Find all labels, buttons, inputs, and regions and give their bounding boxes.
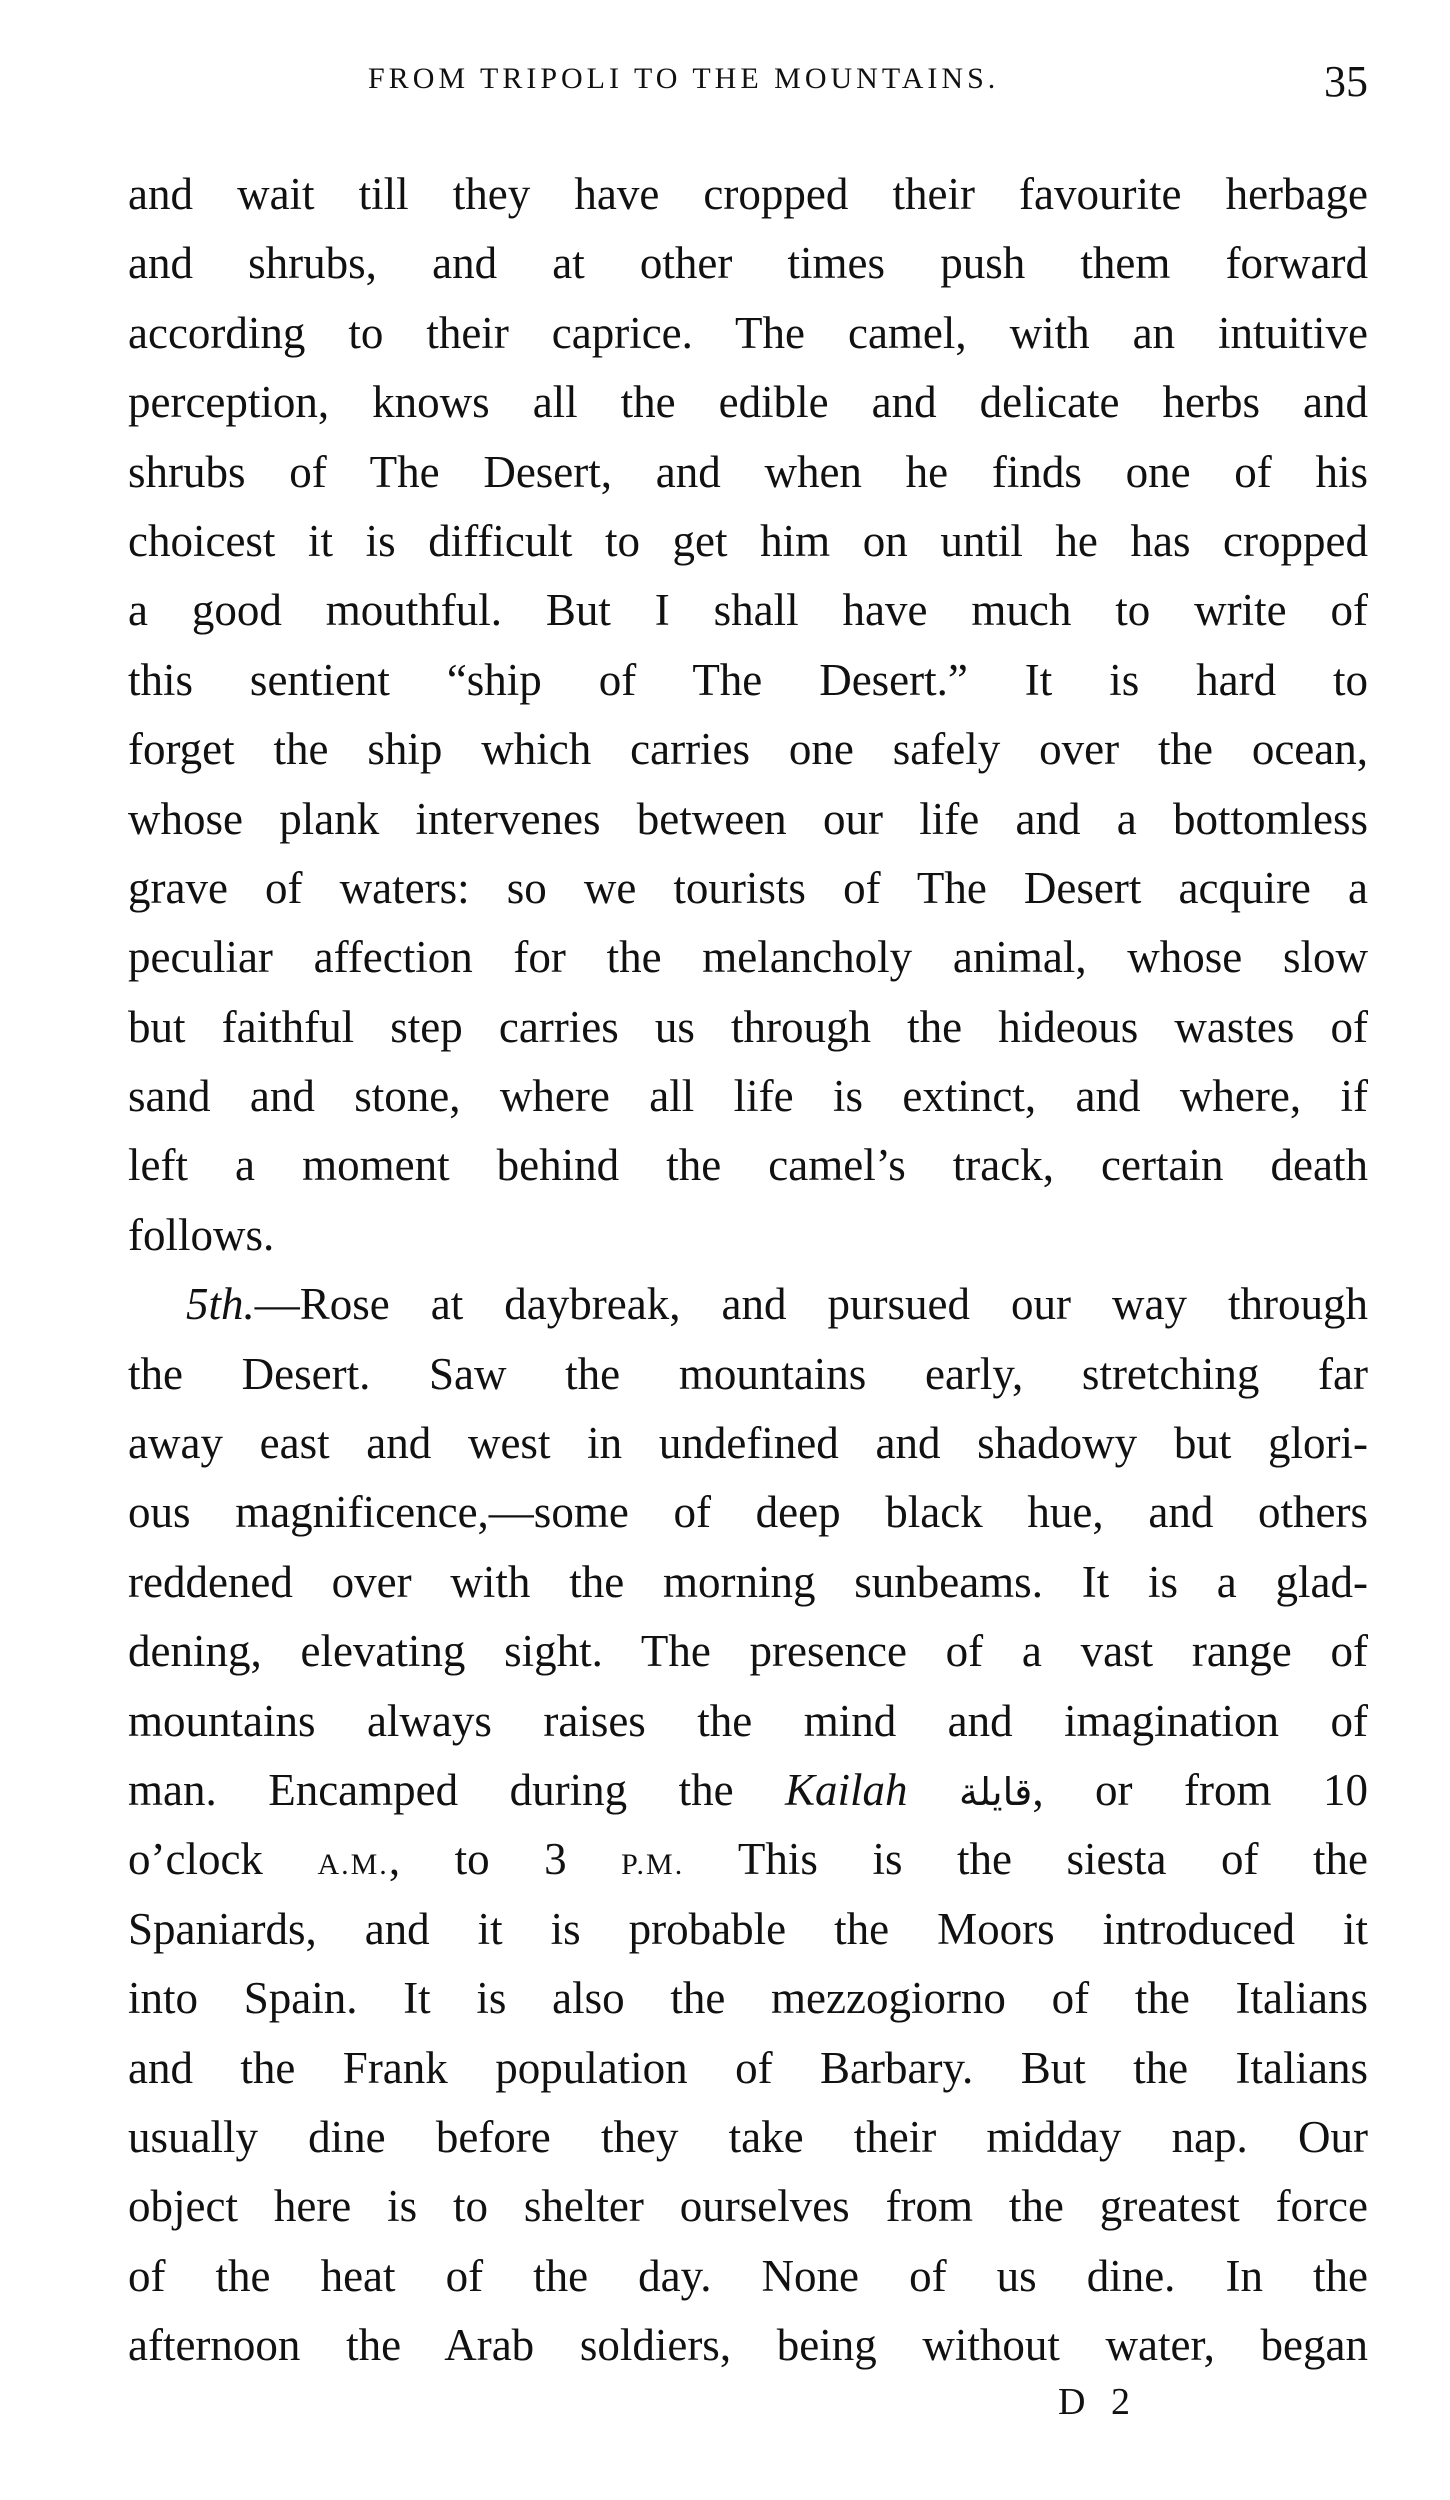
text-line: of the heat of the day. None of us dine. In the (128, 2250, 1368, 2301)
text-line: usually dine before they take their midday nap. Our (128, 2111, 1368, 2162)
running-head (128, 56, 1368, 116)
text-line: a good mouthful. But I shall have much to write of (128, 585, 1368, 636)
text-line: whose plank intervenes between our life and a bottomless (128, 793, 1368, 844)
arabic-term: قايلة (959, 1769, 1033, 1814)
body-text (128, 160, 1368, 2381)
text-line: object here is to shelter ourselves from the greatest force (128, 2181, 1368, 2232)
text-line: Spaniards, and it is probable the Moors introduced it (128, 1903, 1368, 1954)
text-line: perception, knows all the edible and delicate herbs and (128, 377, 1368, 428)
text-line: mountains always raises the mind and imagination of (128, 1695, 1368, 1746)
text-line: ous magnificence,—some of deep black hue, and others (128, 1487, 1368, 1538)
text-line: away east and west in undefined and shadowy but glori- (128, 1418, 1368, 1469)
kailah-term: Kailah (785, 1764, 908, 1815)
text-run: This is the siesta of the (684, 1834, 1368, 1885)
text-line: the Desert. Saw the mountains early, stretching far (128, 1348, 1368, 1399)
text-line (128, 1756, 1368, 1825)
page-number: 35 (1324, 57, 1368, 106)
text-line: follows. (128, 1209, 275, 1260)
text-line: reddened over with the morning sunbeams. It is a glad- (128, 1556, 1368, 1607)
time-pm: P.M. (621, 1848, 685, 1882)
text-line: dening, elevating sight. The presence of a vast range of (128, 1626, 1368, 1677)
text-line: forget the ship which carries one safely over the ocean, (128, 724, 1368, 775)
running-title: FROM TRIPOLI TO THE MOUNTAINS. (368, 62, 1000, 95)
text-run: —Rose at daybreak, and pursued our way through (254, 1279, 1368, 1330)
text-line: and wait till they have cropped their favourite herbage (128, 169, 1368, 219)
text-line: this sentient “ship of The Desert.” It is hard to (128, 654, 1368, 705)
time-am: A.M. (317, 1848, 389, 1882)
text-line: and shrubs, and at other times push them forward (128, 238, 1368, 289)
diary-date: 5th. (186, 1279, 255, 1330)
text-line: shrubs of The Desert, and when he finds one of his (128, 446, 1368, 497)
text-line (128, 1825, 1368, 1894)
text-run: , to 3 (388, 1834, 622, 1885)
text-line: according to their caprice. The camel, with an intuitive (128, 307, 1368, 358)
signature-mark: D 2 (1058, 2381, 1138, 2423)
text-line: peculiar affection for the melancholy animal, whose slow (128, 932, 1368, 983)
text-line: and the Frank population of Barbary. But the Italians (128, 2042, 1368, 2093)
text-run: o’clock (128, 1834, 318, 1885)
text-line: but faithful step carries us through the hideous wastes of (128, 1001, 1368, 1052)
text-line (128, 1270, 1368, 1339)
text-line: afternoon the Arab soldiers, being without water, began (128, 2320, 1368, 2371)
text-line: sand and stone, where all life is extinct, and where, if (128, 1071, 1368, 1122)
text-line: choicest it is difficult to get him on until he has cropped (128, 515, 1368, 566)
text-run: , or from 10 (1032, 1764, 1368, 1815)
text-line: into Spain. It is also the mezzogiorno of the Italians (128, 1973, 1368, 2024)
text-run: man. Encamped during the (128, 1764, 786, 1815)
text-line: grave of waters: so we tourists of The Desert acquire a (128, 862, 1368, 913)
text-line: left a moment behind the camel’s track, certain death (128, 1140, 1368, 1191)
